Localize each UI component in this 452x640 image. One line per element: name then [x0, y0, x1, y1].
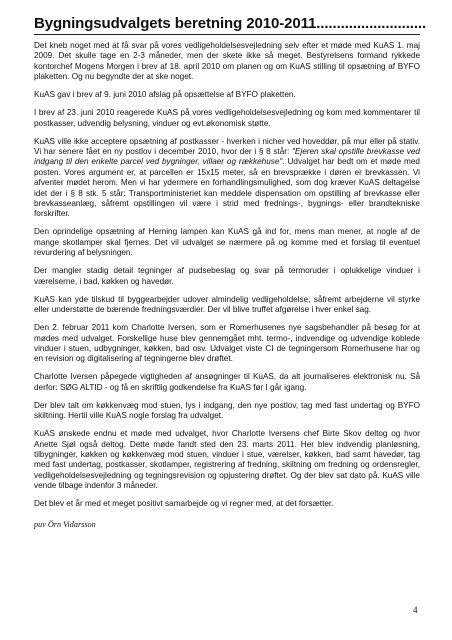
paragraph-tilskud: KuAS kan yde tilskud til byggearbejder udover almindelig vedligeholdelse, såfremt arbejderne vil styrke eller understøtte de bærende fredningsværdier. Der vil blive truffet afgørelse i hver enkel sag. [34, 294, 420, 315]
paragraph-herning-lampe: Den oprindelige opsætning af Herning lampen kan KuAS gå ind for, mens man mener, at nogle af de mange skotlamper skal fjernes. Det vil udvalget se nærmere på og komme med et forslag til eventuel revurdering af belysningen. [34, 227, 420, 258]
page-title: Bygningsudvalgets beretning 2010-2011........................... [34, 15, 427, 32]
postkasser-text-after: . Udvalget har bedt om et møde med posten. Vores argument er, at parcellen er 15x15 meter, så en brevsprække i døren er brevkassen. Vi afventer mødet herom. Men vi har ydermere en forhandlingsmulighed, som dog kræver KuAS deltagelse idet der i § 8 stk. 5 står: Transportministeriet kan meddele dispensation om opstilling af brevkasse eller brevkasseanlæg, såfremt opstillingen vil være i strid med frednings-, bygnings- eller brandtekniske forskrifter. [34, 157, 420, 219]
paragraph-koekkenvaeg: Der blev talt om køkkenvæg mod stuen, lys i indgang, den nye postlov, tag med fast undertag og BYFO skiltning. Hertil ville KuAS nogle forslag fra udvalget. [34, 400, 420, 421]
paragraph-charlotte-besoeg: Den 2. februar 2011 kom Charlotte Iversen, som er Romerhusenes nye sagsbehandler på besøg for at mødes med udvalget. Forskellige huse blev gennemgået mht. termo-, indvendige og udvendige koblede vinduer i stuen, udbygninger, køkken, bad osv. Udvalget viste CI de tegningersom Romerhusene har og en revision og digitalisering af tegningerne blev drøftet. [34, 323, 420, 364]
signature: puv Örn Vidarsson [34, 519, 96, 529]
paragraph-detail-tegninger: Der mangler stadig detail tegninger af pudsebeslag og svar på termoruder i oplukkelige vinduer i værelserne, i bad, køkken og havedør. [34, 266, 420, 286]
paragraph-byfo-refusal: KuAS gav i brev af 9. juni 2010 afslag på opsættelse af BYFO plaketten. [34, 90, 296, 100]
paragraph-meeting-2009: Det kneb noget med at få svar på vores vedligeholdelsesvejledning selv efter et møde med KuAS 1. maj 2009. Det skulle tage en 2-3 måneder, men der skete ikke så meget. Bestyrelsens formand rykkede kontorchef Mogens Morgen i brev af 18. april 2010 om planen og om KuAS stilling til opsætning af BYFO plaketten. Og nu begyndte der at ske noget. [34, 41, 420, 82]
document-body [34, 41, 420, 530]
paragraph-afslutning: Det blev et år med et meget positivt samarbejde og vi regner med, at det forsætter. [34, 499, 334, 509]
paragraph-moede-marts: KuAS ønskede endnu et møde med udvalget, hvor Charlotte Iversens chef Birte Skov deltog og hvor Anette Sjøl også deltog. Dette møde fandt sted den 23. marts 2011. Her blev indvendig planløsning, tilbygninger, køkken og køkkenvæg mod stuen, vinduer i stue, værelser, køkken, bad samt havedør, tag med fast undertag, postkasser, skotlamper, registrering af fredning, skiltning om fredning og ordensregler, vedligeholdelsesvejledning og tegningsrevision og opjustering drøftet. Og der blev sat dato på. KuAS ville vende tilbage indenfor 3 måneder. [34, 429, 420, 491]
paragraph-postkasser [34, 137, 420, 220]
paragraph-ansoegninger: Charlotte Iversen påpegede vigtigheden af ansøgninger til KuAS, da alt journaliseres elektronisk nu. Så derfor: SØG ALTID - og få en skriftlig godkendelse fra KuAS før I går igang. [34, 372, 420, 392]
title-underline [34, 34, 420, 35]
paragraph-kuas-reply: I brev af 23. juni 2010 reagerede KuAS på vores vedligeholdelsesvejledning og kom med kommentarer til postkasser, udvendig belysning, vinduer og evt.økonomisk støtte. [34, 108, 420, 128]
page-number: 4 [413, 605, 418, 615]
postlov-quote: "Ejeren skal opstille brevkasse ved indgang til den enkelte parcel ved bygninger, villaer og rækkehuse" [34, 147, 420, 167]
postkasser-text-before: KuAS ville ikke acceptere opsætning af postkasser - hverken i nicher ved hoveddør, på mur eller på stativ. Vi har senere fået en ny postlov i december 2010, hvor der i § 8 står: [34, 136, 420, 157]
